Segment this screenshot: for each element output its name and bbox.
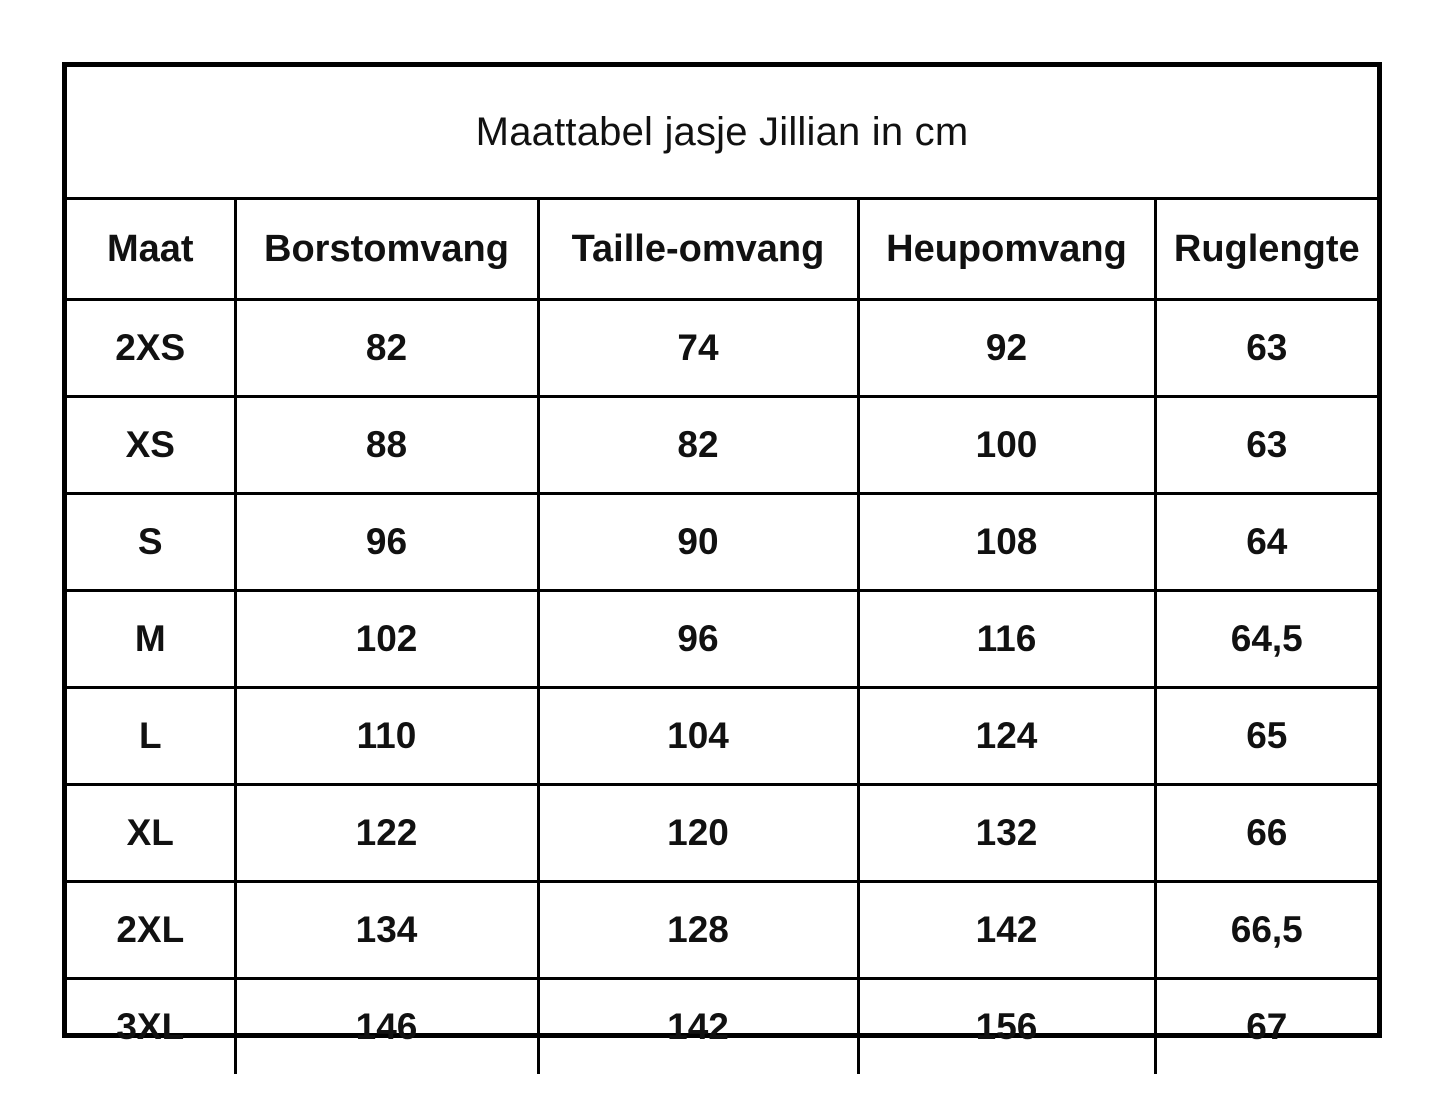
cell-back-length: 63 — [1155, 300, 1377, 397]
cell-size: 3XL — [67, 979, 235, 1075]
cell-hip: 156 — [858, 979, 1155, 1075]
column-header-maat: Maat — [67, 199, 235, 300]
cell-size: XS — [67, 397, 235, 494]
cell-waist: 74 — [538, 300, 858, 397]
table-row — [67, 882, 1377, 979]
cell-hip: 124 — [858, 688, 1155, 785]
cell-chest: 96 — [235, 494, 538, 591]
cell-size: 2XS — [67, 300, 235, 397]
cell-chest: 146 — [235, 979, 538, 1075]
table-row — [67, 688, 1377, 785]
cell-waist: 120 — [538, 785, 858, 882]
cell-chest: 110 — [235, 688, 538, 785]
cell-hip: 142 — [858, 882, 1155, 979]
cell-chest: 134 — [235, 882, 538, 979]
cell-waist: 90 — [538, 494, 858, 591]
cell-back-length: 67 — [1155, 979, 1377, 1075]
cell-back-length: 65 — [1155, 688, 1377, 785]
cell-waist: 142 — [538, 979, 858, 1075]
table-row — [67, 591, 1377, 688]
cell-waist: 96 — [538, 591, 858, 688]
cell-hip: 108 — [858, 494, 1155, 591]
cell-back-length: 64,5 — [1155, 591, 1377, 688]
cell-hip: 116 — [858, 591, 1155, 688]
column-header-taille-omvang: Taille-omvang — [538, 199, 858, 300]
column-header-ruglengte: Ruglengte — [1155, 199, 1377, 300]
cell-waist: 104 — [538, 688, 858, 785]
cell-size: L — [67, 688, 235, 785]
size-chart-container — [62, 62, 1382, 1047]
table-row — [67, 979, 1377, 1075]
cell-size: S — [67, 494, 235, 591]
cell-chest: 88 — [235, 397, 538, 494]
cell-back-length: 66,5 — [1155, 882, 1377, 979]
cell-hip: 92 — [858, 300, 1155, 397]
size-chart-table — [67, 67, 1377, 1074]
cell-back-length: 66 — [1155, 785, 1377, 882]
cell-size: M — [67, 591, 235, 688]
cell-back-length: 64 — [1155, 494, 1377, 591]
cell-waist: 128 — [538, 882, 858, 979]
cell-chest: 102 — [235, 591, 538, 688]
table-row — [67, 785, 1377, 882]
column-header-borstomvang: Borstomvang — [235, 199, 538, 300]
cell-size: 2XL — [67, 882, 235, 979]
table-row — [67, 300, 1377, 397]
cell-size: XL — [67, 785, 235, 882]
cell-hip: 100 — [858, 397, 1155, 494]
page-title: Maattabel jasje Jillian in cm — [67, 67, 1377, 199]
table-row — [67, 494, 1377, 591]
cell-back-length: 63 — [1155, 397, 1377, 494]
cell-chest: 82 — [235, 300, 538, 397]
column-header-heupomvang: Heupomvang — [858, 199, 1155, 300]
table-title-row — [67, 67, 1377, 199]
cell-chest: 122 — [235, 785, 538, 882]
cell-hip: 132 — [858, 785, 1155, 882]
table-row — [67, 397, 1377, 494]
table-header-row — [67, 199, 1377, 300]
cell-waist: 82 — [538, 397, 858, 494]
